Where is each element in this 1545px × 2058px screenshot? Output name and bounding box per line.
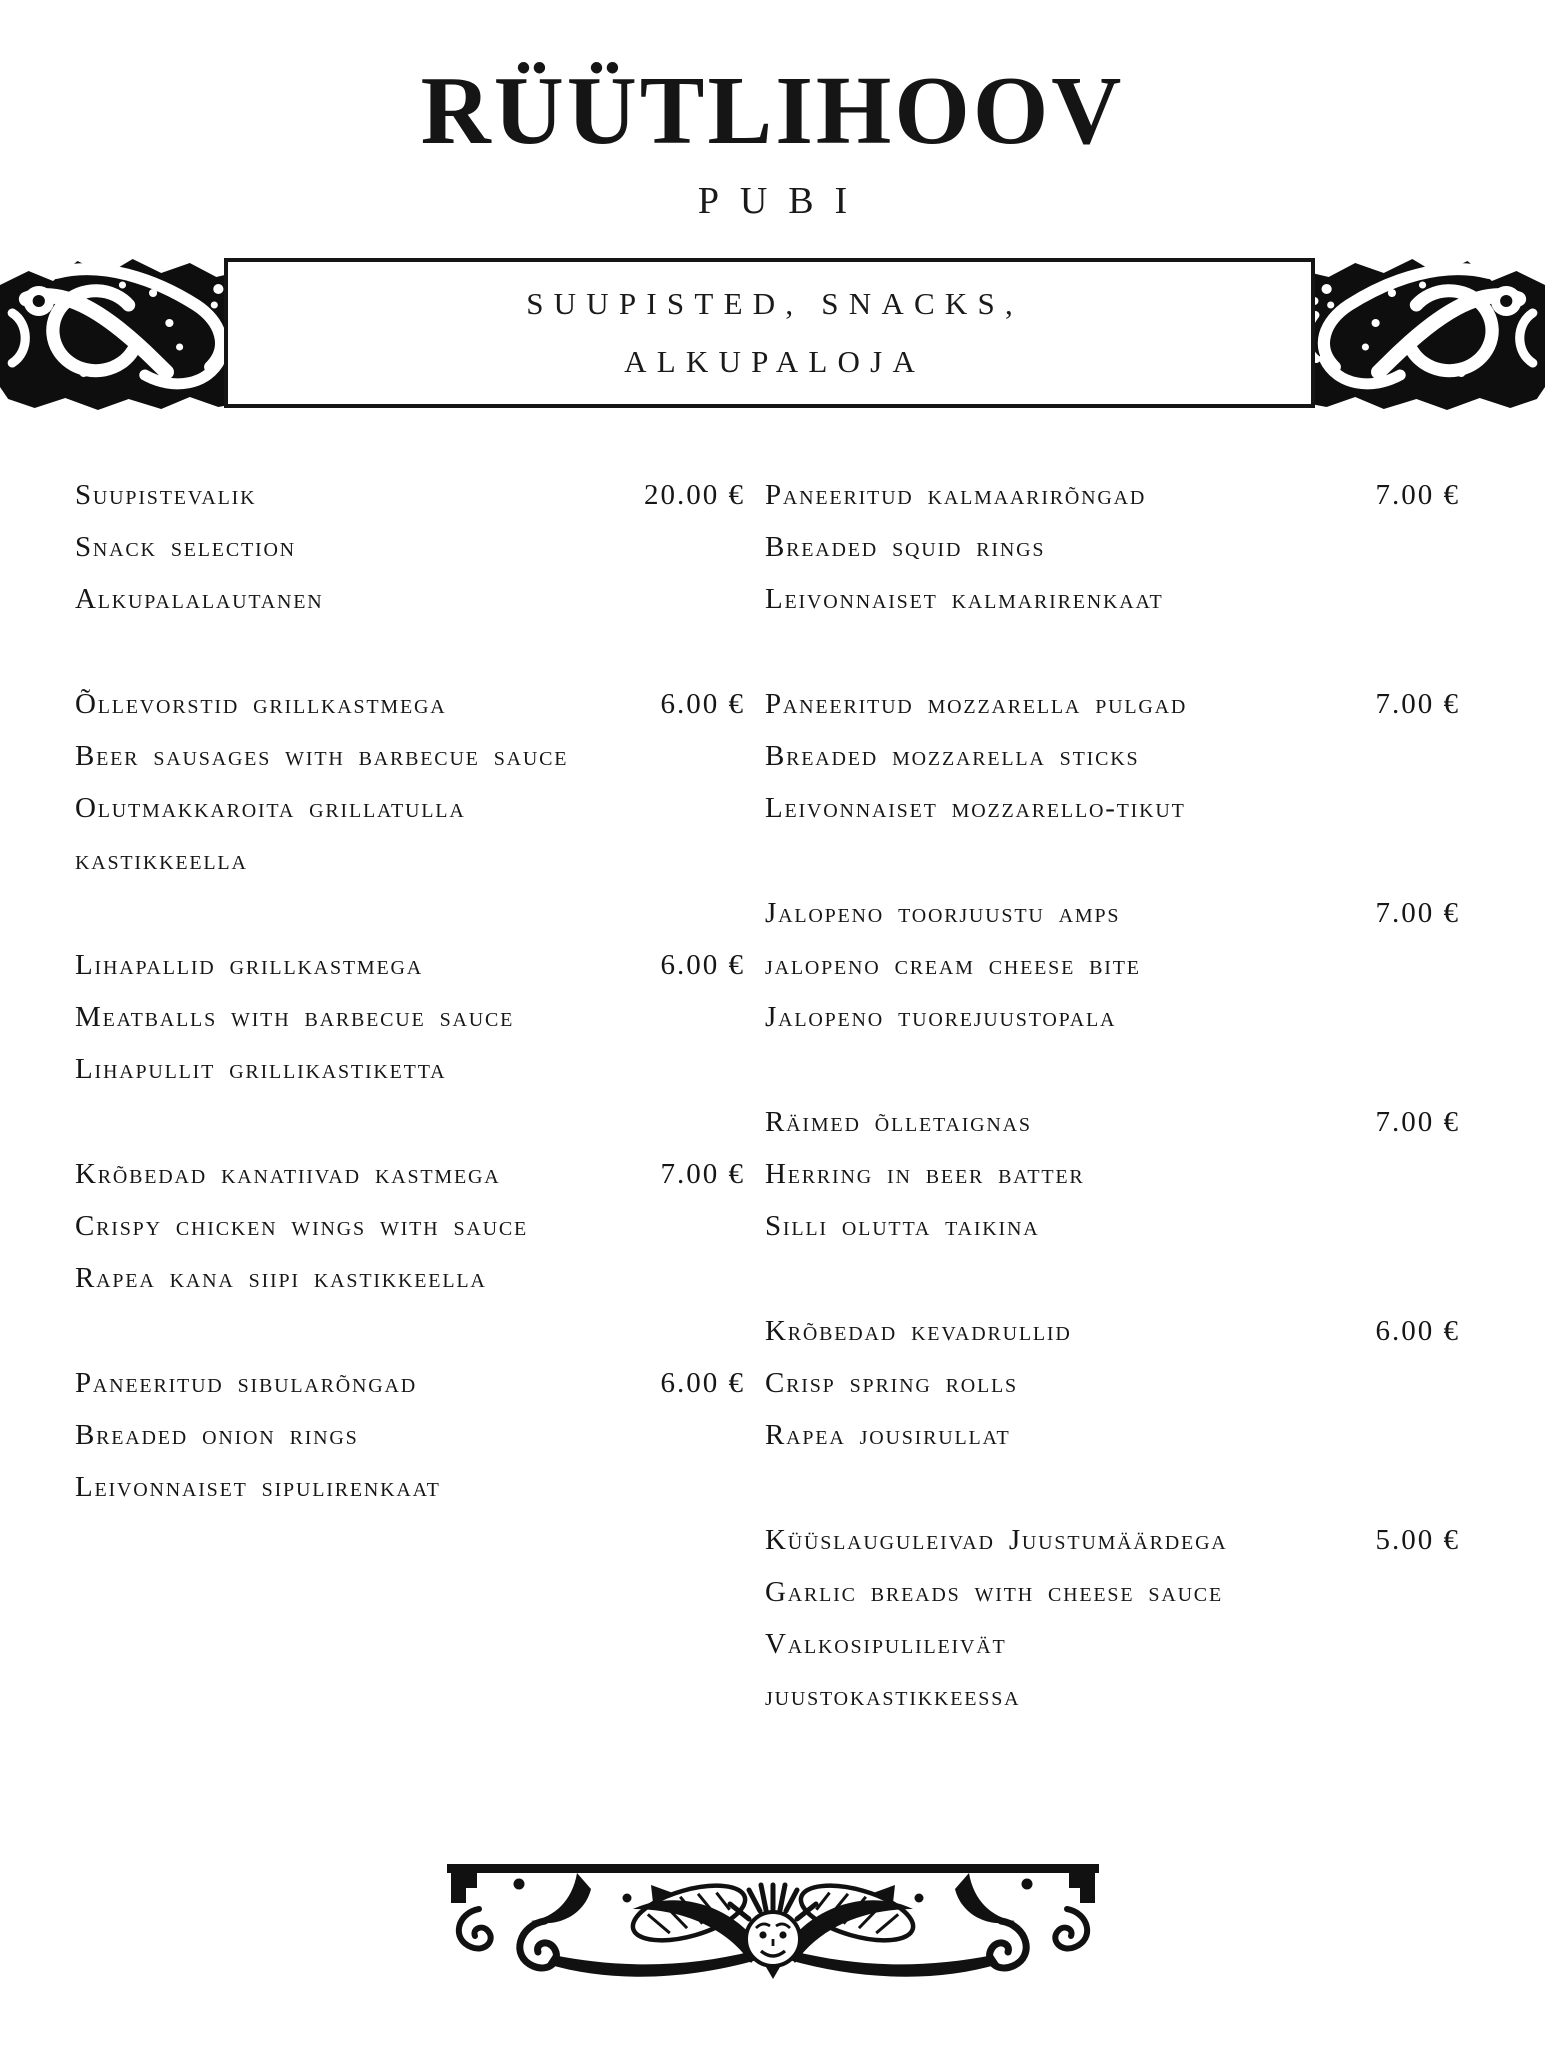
menu-column-left (75, 469, 745, 1566)
menu-page (0, 58, 1545, 2058)
item-desc-line: Rapea jousirullat (765, 1418, 1011, 1451)
item-desc-line: Leivonnaiset sipulirenkaat (75, 1470, 441, 1503)
item-desc-line: Crisp spring rolls (765, 1366, 1018, 1399)
menu-item (765, 678, 1460, 834)
section-title-box (224, 258, 1315, 408)
item-price: 7.00 € (1375, 687, 1460, 720)
menu-item (765, 887, 1460, 1043)
item-price: 20.00 € (644, 478, 745, 511)
menu-item (75, 939, 745, 1095)
item-desc-line: Alkupalalautanen (75, 582, 324, 615)
menu-column-right (765, 469, 1460, 1775)
item-desc-line: Breaded mozzarella sticks (765, 739, 1140, 772)
item-desc-line: Valkosipulileivät (765, 1627, 1007, 1660)
item-desc-line: juustokastikkeessa (765, 1679, 1021, 1712)
section-banner (0, 255, 1545, 413)
item-price: 7.00 € (1375, 478, 1460, 511)
item-name: Küüslauguleivad Juustumäärdega (765, 1523, 1228, 1556)
item-name: Paneeritud sibularõngad (75, 1366, 417, 1399)
item-price: 6.00 € (660, 687, 745, 720)
item-desc-line: Breaded onion rings (75, 1418, 359, 1451)
item-name: Paneeritud mozzarella pulgad (765, 687, 1188, 720)
item-name: Paneeritud kalmaarirõngad (765, 478, 1147, 511)
item-price: 7.00 € (660, 1157, 745, 1190)
item-desc-line: Garlic breads with cheese sauce (765, 1575, 1223, 1608)
celtic-knot-right-icon (1295, 255, 1545, 413)
menu-item (765, 1096, 1460, 1252)
item-price: 6.00 € (660, 1366, 745, 1399)
menu-item (75, 469, 745, 625)
menu-item (75, 1148, 745, 1304)
menu-item (765, 1305, 1460, 1461)
item-desc-line: kastikkeella (75, 843, 248, 876)
menu-item (75, 1357, 745, 1513)
item-desc-line: Crispy chicken wings with sauce (75, 1209, 529, 1242)
item-name: Suupistevalik (75, 478, 257, 511)
item-price: 7.00 € (1375, 896, 1460, 929)
scrollwork-footer-ornament-icon (427, 1851, 1119, 2003)
item-price: 7.00 € (1375, 1105, 1460, 1138)
item-desc-line: Herring in beer batter (765, 1157, 1085, 1190)
item-price: 6.00 € (660, 948, 745, 981)
item-price: 6.00 € (1375, 1314, 1460, 1347)
menu-body (0, 413, 1545, 1775)
item-price: 5.00 € (1375, 1523, 1460, 1556)
item-name: Krõbedad kevadrullid (765, 1314, 1072, 1347)
menu-item (75, 678, 745, 886)
item-desc-line: Leivonnaiset kalmarirenkaat (765, 582, 1164, 615)
item-name: Krõbedad kanatiivad kastmega (75, 1157, 501, 1190)
menu-item (765, 469, 1460, 625)
item-desc-line: Beer sausages with barbecue sauce (75, 739, 569, 772)
page-title: RÜÜTLIHOOV (420, 57, 1125, 164)
item-name: Räimed õlletaignas (765, 1105, 1032, 1138)
celtic-knot-left-icon (0, 255, 250, 413)
item-desc-line: Jalopeno tuorejuustopala (765, 1000, 1117, 1033)
section-title-line: SUUPISTED, SNACKS, (526, 285, 1023, 321)
item-desc-line: Leivonnaiset mozzarello-tikut (765, 791, 1186, 824)
item-desc-line: Meatballs with barbecue sauce (75, 1000, 515, 1033)
menu-item (765, 1514, 1460, 1722)
item-desc-line: Lihapullit grillikastiketta (75, 1052, 447, 1085)
item-desc-line: jalopeno cream cheese bite (765, 948, 1141, 981)
item-desc-line: Breaded squid rings (765, 530, 1046, 563)
item-desc-line: Snack selection (75, 530, 296, 563)
item-name: Jalopeno toorjuustu amps (765, 896, 1121, 929)
item-name: Õllevorstid grillkastmega (75, 687, 447, 720)
item-name: Lihapallid grillkastmega (75, 948, 423, 981)
section-title-line: ALKUPALOJA (624, 343, 926, 379)
item-desc-line: Rapea kana siipi kastikkeella (75, 1261, 487, 1294)
page-subtitle: PUBI (697, 179, 869, 222)
item-desc-line: Olutmakkaroita grillatulla (75, 791, 466, 824)
item-desc-line: Silli olutta taikina (765, 1209, 1040, 1242)
